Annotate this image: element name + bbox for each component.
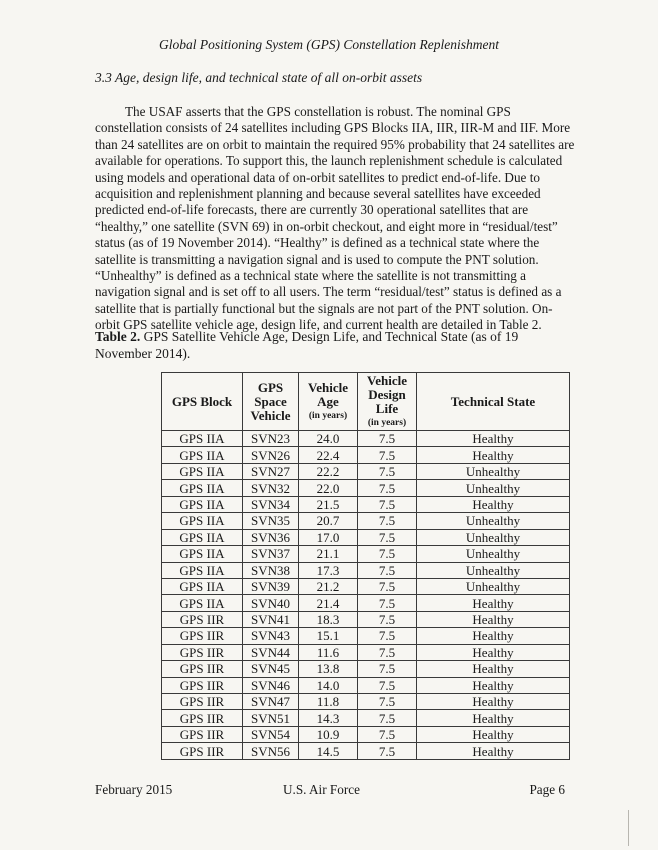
cell-space-vehicle: SVN54 [243,726,299,742]
cell-space-vehicle: SVN37 [243,546,299,562]
cell-space-vehicle: SVN38 [243,562,299,578]
table-row [162,726,570,742]
cell-gps-block: GPS IIA [162,529,243,545]
cell-vehicle-age: 15.1 [299,628,358,644]
cell-design-life: 7.5 [358,513,417,529]
cell-space-vehicle: SVN45 [243,661,299,677]
table-row [162,463,570,479]
section-heading: 3.3 Age, design life, and technical state of all on-orbit assets [95,70,423,85]
table-row [162,644,570,660]
header-design-life-units: (in years) [367,417,407,428]
cell-gps-block: GPS IIR [162,628,243,644]
cell-space-vehicle: SVN44 [243,644,299,660]
table-row [162,628,570,644]
running-header: Global Positioning System (GPS) Constellation Replenishment [158,37,500,52]
footer-page-number: Page 6 [529,782,565,797]
cell-technical-state: Healthy [417,694,570,710]
cell-space-vehicle: SVN36 [243,529,299,545]
table-caption [95,329,575,362]
cell-gps-block: GPS IIA [162,578,243,594]
cell-technical-state: Healthy [417,595,570,611]
header-gps-block: GPS Block [162,373,243,431]
cell-design-life: 7.5 [358,661,417,677]
cell-design-life: 7.5 [358,496,417,512]
cell-vehicle-age: 22.0 [299,480,358,496]
cell-technical-state: Healthy [417,628,570,644]
header-design-life-line2: Design [368,386,406,402]
cell-space-vehicle: SVN26 [243,447,299,463]
cell-technical-state: Healthy [417,431,570,447]
table-caption-text: GPS Satellite Vehicle Age, Design Life, and Technical State (as of 19 November 2014). [95,329,519,361]
cell-technical-state: Unhealthy [417,513,570,529]
cell-gps-block: GPS IIR [162,694,243,710]
cell-vehicle-age: 14.3 [299,710,358,726]
cell-gps-block: GPS IIR [162,710,243,726]
cell-technical-state: Healthy [417,644,570,660]
cell-vehicle-age: 21.4 [299,595,358,611]
header-design-life-line3: Life [375,400,399,416]
cell-technical-state: Healthy [417,743,570,759]
table-body [162,431,570,760]
header-technical-state: Technical State [417,373,570,431]
cell-gps-block: GPS IIA [162,546,243,562]
scan-margin-line [628,810,629,846]
cell-gps-block: GPS IIA [162,463,243,479]
cell-gps-block: GPS IIA [162,513,243,529]
cell-gps-block: GPS IIA [162,480,243,496]
cell-vehicle-age: 22.4 [299,447,358,463]
cell-design-life: 7.5 [358,628,417,644]
table-row [162,480,570,496]
satellite-table [161,372,570,760]
table-header-row [162,373,570,431]
table-row [162,743,570,759]
cell-space-vehicle: SVN47 [243,694,299,710]
cell-gps-block: GPS IIA [162,595,243,611]
table-row [162,431,570,447]
cell-vehicle-age: 13.8 [299,661,358,677]
table-row [162,447,570,463]
cell-technical-state: Healthy [417,611,570,627]
header-design-life [358,373,417,431]
cell-vehicle-age: 17.0 [299,529,358,545]
cell-vehicle-age: 10.9 [299,726,358,742]
cell-space-vehicle: SVN46 [243,677,299,693]
cell-technical-state: Healthy [417,726,570,742]
cell-design-life: 7.5 [358,611,417,627]
cell-gps-block: GPS IIR [162,677,243,693]
cell-vehicle-age: 20.7 [299,513,358,529]
cell-technical-state: Unhealthy [417,562,570,578]
cell-design-life: 7.5 [358,562,417,578]
header-design-life-line1: Vehicle [367,372,407,388]
cell-vehicle-age: 11.8 [299,694,358,710]
footer-organization: U.S. Air Force [283,782,360,797]
cell-space-vehicle: SVN41 [243,611,299,627]
table-row [162,546,570,562]
cell-space-vehicle: SVN23 [243,431,299,447]
cell-space-vehicle: SVN40 [243,595,299,611]
cell-design-life: 7.5 [358,447,417,463]
header-space-vehicle [243,373,299,431]
header-vehicle-age-units: (in years) [308,410,348,421]
cell-gps-block: GPS IIR [162,644,243,660]
cell-technical-state: Healthy [417,677,570,693]
cell-gps-block: GPS IIR [162,611,243,627]
table-row [162,661,570,677]
header-vehicle-age-line2: Age [317,393,339,409]
table-row [162,578,570,594]
cell-technical-state: Unhealthy [417,463,570,479]
cell-space-vehicle: SVN32 [243,480,299,496]
cell-vehicle-age: 21.2 [299,578,358,594]
cell-space-vehicle: SVN39 [243,578,299,594]
table-row [162,694,570,710]
cell-vehicle-age: 11.6 [299,644,358,660]
cell-design-life: 7.5 [358,578,417,594]
cell-gps-block: GPS IIA [162,496,243,512]
cell-space-vehicle: SVN34 [243,496,299,512]
cell-gps-block: GPS IIR [162,743,243,759]
cell-space-vehicle: SVN43 [243,628,299,644]
cell-vehicle-age: 22.2 [299,463,358,479]
cell-vehicle-age: 21.1 [299,546,358,562]
header-space-vehicle-line1: GPS [257,379,284,395]
cell-technical-state: Unhealthy [417,546,570,562]
cell-vehicle-age: 21.5 [299,496,358,512]
cell-design-life: 7.5 [358,743,417,759]
cell-gps-block: GPS IIR [162,726,243,742]
cell-design-life: 7.5 [358,677,417,693]
cell-design-life: 7.5 [358,595,417,611]
table-row [162,513,570,529]
header-space-vehicle-line2: Space [254,393,287,409]
cell-vehicle-age: 24.0 [299,431,358,447]
table-row [162,595,570,611]
cell-design-life: 7.5 [358,710,417,726]
header-vehicle-age [299,373,358,431]
cell-design-life: 7.5 [358,726,417,742]
footer-date: February 2015 [95,782,173,797]
cell-gps-block: GPS IIA [162,431,243,447]
cell-space-vehicle: SVN35 [243,513,299,529]
cell-design-life: 7.5 [358,463,417,479]
body-paragraph: The USAF asserts that the GPS constellation is robust. The nominal GPS constellation consists of 24 satellites including GPS Blocks IIA, IIR, IIR-M and IIF. More than 24 satellites are on orbit to maintain the required 95% probability that 24 satellites are available for operations. To support this, the launch replenishment schedule is calculated using models and operational data of on-orbit satellites to predict end-of-life. Due to acquisition and replenishment planning and because several satellites have exceeded predicted end-of-life forecasts, there are currently 30 operational satellites that are “healthy,” one satellite (SVN 69) in on-orbit checkout, and eight more in “residual/test” status (as of 19 November 2014). “Healthy” is defined as a technical state where the satellite is transmitting a navigation signal and is used to compute the PNT solution. “Unhealthy” is defined as a technical state where the satellite is not transmitting a navigation signal and is set off to all users. The term “residual/test” status is defined as a satellite that is partially functional but the signals are not part of the PNT solution. On-orbit GPS satellite vehicle age, design life, and current health are detailed in Table 2. [95,104,575,333]
table-row [162,529,570,545]
header-vehicle-age-line1: Vehicle [308,379,348,395]
header-space-vehicle-line3: Vehicle [250,407,291,423]
cell-vehicle-age: 17.3 [299,562,358,578]
table-row [162,611,570,627]
cell-design-life: 7.5 [358,546,417,562]
table-row [162,496,570,512]
cell-design-life: 7.5 [358,529,417,545]
cell-vehicle-age: 14.0 [299,677,358,693]
cell-technical-state: Unhealthy [417,578,570,594]
table-row [162,710,570,726]
cell-vehicle-age: 14.5 [299,743,358,759]
cell-technical-state: Healthy [417,496,570,512]
cell-technical-state: Healthy [417,447,570,463]
cell-space-vehicle: SVN27 [243,463,299,479]
cell-design-life: 7.5 [358,644,417,660]
table-row [162,562,570,578]
table-row [162,677,570,693]
cell-technical-state: Unhealthy [417,529,570,545]
cell-gps-block: GPS IIA [162,562,243,578]
cell-vehicle-age: 18.3 [299,611,358,627]
cell-space-vehicle: SVN56 [243,743,299,759]
cell-gps-block: GPS IIA [162,447,243,463]
cell-technical-state: Unhealthy [417,480,570,496]
table-caption-label: Table 2. [95,329,141,344]
cell-space-vehicle: SVN51 [243,710,299,726]
cell-technical-state: Healthy [417,661,570,677]
cell-technical-state: Healthy [417,710,570,726]
cell-design-life: 7.5 [358,480,417,496]
cell-design-life: 7.5 [358,431,417,447]
cell-design-life: 7.5 [358,694,417,710]
cell-gps-block: GPS IIR [162,661,243,677]
